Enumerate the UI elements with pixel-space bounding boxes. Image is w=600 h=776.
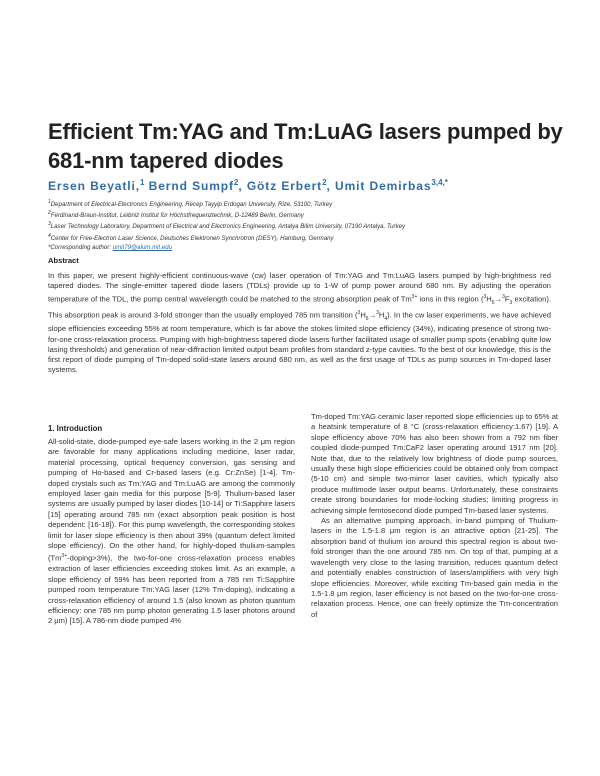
author-affil-mark: 3,4,* [431,178,448,187]
section-heading-introduction: 1. Introduction [48,424,103,433]
affiliation-item: $^2$Ferdinand-Braun-Institut, Leibniz Institut für Höchstfrequenztechnik, D-12489 Berlin, Germany [48,210,304,220]
body-paragraph: All-solid-state, diode-pumped eye-safe lasers working in the 2 μm region are favorable for many applications including medicine, laser radar, material processing, optical frequency conversion, gas sensing and pumping of Ho-based and Cr-based lasers (e.g. Cr:ZnSe) [1-4]. Tm-doped crystals such as Tm:YAG and Tm:LuAG are among the commonly employed laser gain media for this purpose [5-9]. Thulium-based laser systems are usually pumped by laser diodes [10-14] or Ti:Sapphire lasers [15] operating around 785 nm (exact absorption peak position is host dependent: [16-18]). For this pump wavelength, the corresponding stokes limit for laser slope efficiency is then about 39% (quantum defect limited slope efficiency). On the other hand, for highly-doped thulium-samples $(Tm^{3+}-doping>3\%)$, the two-for-one cross-relaxation process enables extraction of laser efficiencies exceeding stokes limit. As an example, a slope efficiency of 59% has been reported from a 785 nm Ti:Sapphire pumped room temperature Tm:YAG laser (12% Tm-doping), indicating a cross-relaxation efficiency of around 1.5 (also known as photon quantum efficiency: one 785 nm pump photon generating 1.5 laser photons around 2 μm) [15]. A 786-nm diode pumped 4% [48,437,295,626]
affiliation-item: $^4$Center for Free-Electron Laser Science, Deutsches Elektronen Synchrotron (DESY), Hamburg, Germany [48,232,334,242]
paper-title: Efficient Tm:YAG and Tm:LuAG lasers pumped by 681-nm tapered diodes [48,119,563,173]
author-name: Umit Demirbas [335,179,432,193]
right-column [311,412,558,620]
author-name: Ersen Beyatli, [48,179,140,193]
corresponding-author: *Corresponding author: umit79@alum.mit.edu [48,243,173,251]
author-affil-mark: 2 [322,178,327,187]
affiliation-item: $^3$Laser Technology Laboratory, Department of Electrical and Electronics Engineering, Antalya Bilim University, 07190 Antalya, Turkey [48,221,406,231]
affiliation-item: $^1$Department of Electrical-Electronics Engineering, Recep Tayyip Erdogan University, Rize, 53100, Turkey [48,199,333,209]
affiliation-list [48,198,568,252]
abstract-body: In this paper, we present highly-efficient continuous-wave (cw) laser operation of Tm:YAG and Tm:LuAG lasers pumped by high-brightness red tapered diodes. The single-emitter tapered diode lasers (TDLs) provide up to 1-W of pump power around 680 nm. By adjusting the operation temperature of the TDL, the pump central wavelength could be matched to the strong absorption peak of $Tm^{3+}$ ions in this region ($^3H_6\to^3F_3$ excitation). This absorption peak is around 3-fold stronger than the usually employed 785 nm transition $(^3H_6\to^3H_4)$. In the cw laser experiments, we have achieved slope efficiencies exceeding 55% at room temperature, which is far above the stokes limited slope efficiency (34%), indicating presence of strong two-for-one cross-relaxation process. Pumping with high-brightness tapered diode lasers further facilitated usage of smaller pump spots (enabling quite low lasing thresholds) and generation of near-diffraction limited output beam profiles from standard z-type cavities. To the best of our knowledge, this is the first report of diode pumping of Tm-doped solid-state lasers around 680 nm, as well as the first usage of TDLs as pump sources in Tm-doped laser systems. [48,271,551,375]
body-paragraph: As an alternative pumping approach, in-band pumping of Thulium-lasers in the 1.5-1.8 μm region is an attractive option [21-25]. The absorption band of thulium ion around this spectral region is about two-fold stronger than the one around 785 nm. On top of that, pumping at a wavelength very close to the lasing transition, reduces quantum defect and potentially enables construction of lasers/amplifiers with very high slope efficiencies. Moreover, while exciting Tm-based gain media in the 1.5-1.8 μm region, laser efficiency is not based on the two-for-one cross-relaxation process. Hence, one can freely optimize the Tm-concentration of [311,516,558,619]
author-list: Ersen Beyatli,$^1$ Bernd Sumpf$^2$, Götz Erbert$^2$, Umit Demirbas$^{3,4,*}$ [48,178,448,193]
author-name: Götz Erbert [246,179,323,193]
left-column [48,424,295,627]
abstract-heading: Abstract [48,256,79,265]
body-paragraph: Tm-doped Tm:YAG ceramic laser reported slope efficiencies up to 65% at a heatsink temperature of 8 °C (cross-relaxation efficiency:1.67) [19]. A slope efficiency above 70% has also been shown from a 792 nm fiber coupled diode-pumped Tm:CaF2 laser operating around 1917 nm [20]. Note that, due to the relatively low brightness of diode pump sources, usually these high slope efficiencies could be obtained only from compact (5-10 cm) and simple two-mirror laser cavities, which typically also produce multimode laser output beams. Unfortunately, these constraints create strong boundaries for mode-locking studies; limiting progress in achieving simple femtosecond diode pumped Tm-based laser systems. [311,412,558,515]
email-link[interactable]: umit79@alum.mit.edu [112,243,173,251]
author-name: Bernd Sumpf [148,179,234,193]
author-affil-mark: 2 [233,178,239,187]
author-affil-mark: 1 [139,178,145,187]
